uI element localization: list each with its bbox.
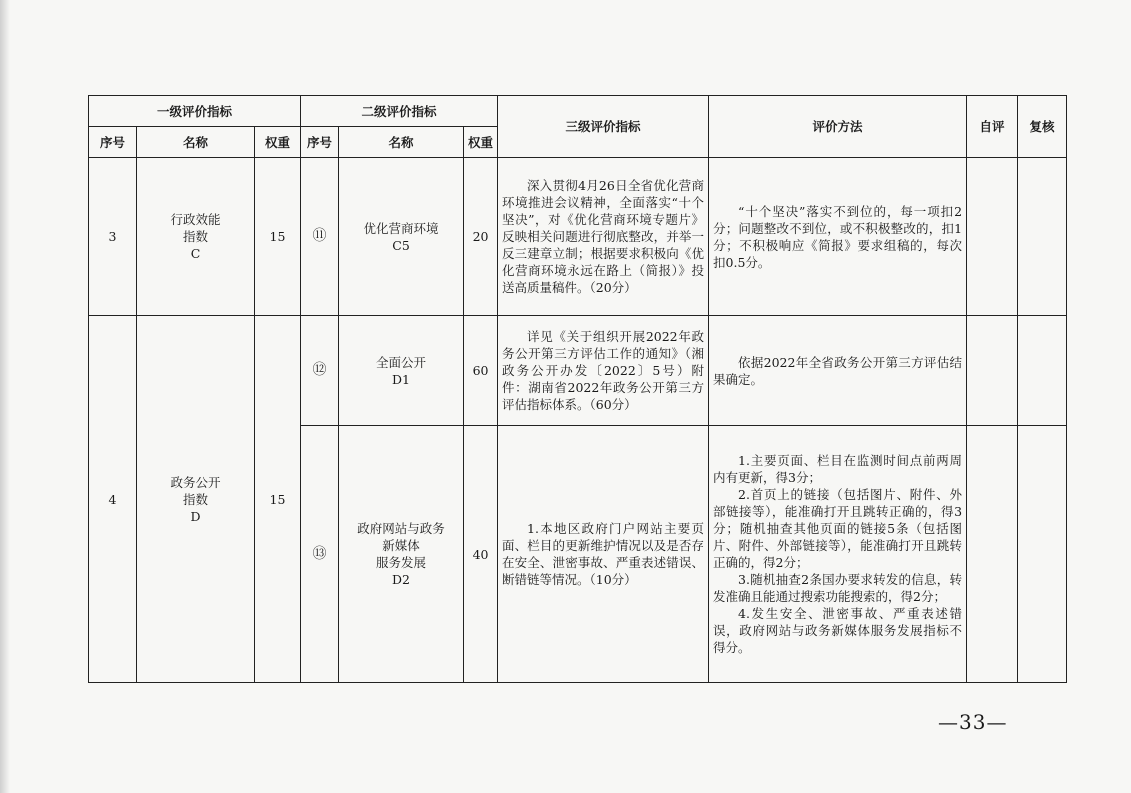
header-level1: 一级评价指标 [89, 96, 301, 127]
review-cell[interactable] [1018, 158, 1067, 316]
l1-name-line: 指数 [182, 491, 208, 507]
header-level3: 三级评价指标 [498, 96, 709, 158]
l2-weight-cell: 40 [464, 426, 498, 683]
l2-name-line: D2 [392, 572, 410, 587]
header-self-eval: 自评 [967, 96, 1018, 158]
level3-criteria-cell: 详见《关于组织开展2022年政务公开第三方评估工作的通知》（湘政务公开办发〔2022〕5号）附件：湖南省2022年政务公开第三方评估指标体系。（60分） [498, 316, 709, 426]
method-cell: 依据2022年全省政务公开第三方评估结果确定。 [709, 316, 967, 426]
l2-name-line: D1 [392, 371, 410, 387]
method-cell [709, 426, 967, 683]
method-cell: “十个坚决”落实不到位的，每一项扣2分；问题整改不到位，或不积极整改的，扣1分；不积极响应《简报》要求组稿的，每次扣0.5分。 [709, 158, 967, 316]
evaluation-table [88, 95, 1067, 683]
page-number: —33— [938, 710, 1008, 734]
method-item: 4.发生安全、泄密事故、严重表述错误，政府网站与政务新媒体服务发展指标不得分。 [713, 606, 963, 655]
header-l1-weight: 权重 [255, 127, 301, 158]
l2-name-line: 服务发展 [376, 555, 427, 570]
l2-weight-cell: 20 [464, 158, 498, 316]
l1-name-cell [137, 316, 255, 683]
method-item: 2.首页上的链接（包括图片、附件、外部链接等），能准确打开且跳转正确的，得3分；随机抽查其他页面的链接5条（包括图片、附件、外部链接等），能准确打开且跳转正确的，得2分； [713, 487, 963, 570]
header-l2-name: 名称 [339, 127, 464, 158]
review-cell[interactable] [1018, 426, 1067, 683]
l1-name-line: 行政效能 [170, 212, 221, 227]
level3-criteria-cell: 1.本地区政府门户网站主要页面、栏目的更新维护情况以及是否存在安全、泄密事故、严重表述错误、断错链等情况。（10分） [498, 426, 709, 683]
header-l2-weight: 权重 [464, 127, 498, 158]
method-item: 3.随机抽查2条国办要求转发的信息，转发准确且能通过搜索功能搜索的，得2分； [713, 572, 963, 604]
method-item: 1.主要页面、栏目在监测时间点前两周内有更新，得3分； [713, 453, 963, 485]
l2-seq-cell: ⑬ [301, 426, 339, 683]
l2-name-line: 全面公开 [376, 354, 427, 370]
l1-name-line: 政务公开 [170, 474, 221, 490]
table-row [89, 316, 1067, 426]
l1-seq-cell: 3 [89, 158, 137, 316]
header-review: 复核 [1018, 96, 1067, 158]
l2-name-cell [339, 158, 464, 316]
header-row-1 [89, 96, 1067, 127]
l2-seq-cell: ⑫ [301, 316, 339, 426]
table-row [89, 158, 1067, 316]
header-level2: 二级评价指标 [301, 96, 498, 127]
l2-name-line: C5 [392, 237, 410, 253]
page-binding-shadow [0, 0, 10, 793]
l1-seq-cell: 4 [89, 316, 137, 683]
l1-name-line: C [190, 246, 201, 261]
l1-weight-cell: 15 [255, 316, 301, 683]
l2-name-line: 新媒体 [382, 538, 420, 553]
self-eval-cell[interactable] [967, 158, 1018, 316]
level3-criteria-cell: 深入贯彻4月26日全省优化营商环境推进会议精神，全面落实“十个坚决”，对《优化营商环境专题片》反映相关问题进行彻底整改，并举一反三建章立制；根据要求积极向《优化营商环境永远在路上（简报）》投送高质量稿件。（20分） [498, 158, 709, 316]
l2-name-line: 政府网站与政务 [357, 521, 445, 536]
review-cell[interactable] [1018, 316, 1067, 426]
l2-weight-cell: 60 [464, 316, 498, 426]
header-l1-seq: 序号 [89, 127, 137, 158]
l1-name-line: 指数 [182, 229, 208, 244]
header-method: 评价方法 [709, 96, 967, 158]
l2-seq-cell: ⑪ [301, 158, 339, 316]
l2-name-cell [339, 316, 464, 426]
l2-name-line: 优化营商环境 [363, 220, 439, 236]
self-eval-cell[interactable] [967, 316, 1018, 426]
l1-name-cell [137, 158, 255, 316]
self-eval-cell[interactable] [967, 426, 1018, 683]
l1-name-line: D [190, 508, 201, 524]
l1-weight-cell: 15 [255, 158, 301, 316]
l2-name-cell [339, 426, 464, 683]
header-l1-name: 名称 [137, 127, 255, 158]
header-l2-seq: 序号 [301, 127, 339, 158]
